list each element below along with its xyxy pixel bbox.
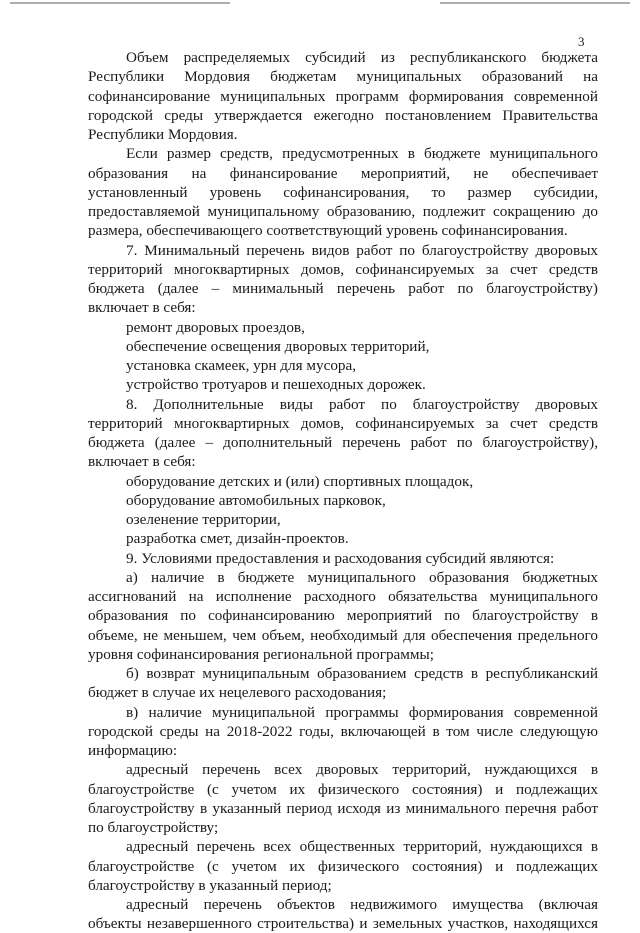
- text-line: в) наличие муниципальной программы формирования современной: [126, 703, 598, 721]
- page-number: 3: [578, 34, 585, 49]
- text-line: Республики Мордовия бюджетам муниципальных образований на: [88, 68, 598, 86]
- text-line: установленный уровень софинансирования, то размер субсидии,: [88, 183, 598, 201]
- text-line: благоустройству в указанный период;: [88, 876, 332, 894]
- text-line: благоустройстве (с учетом их физического состояния) и подлежащих: [88, 857, 598, 875]
- text-line: установка скамеек, урн для мусора,: [126, 357, 357, 374]
- text-line: а) наличие в бюджете муниципального образования бюджетных: [126, 568, 598, 586]
- text-line: благоустройству в указанный период исходя из минимального перечня работ: [88, 799, 598, 817]
- text-line: включает в себя:: [88, 299, 196, 317]
- text-line: ассигнований на исполнение расходного обязательства муниципального: [88, 588, 598, 605]
- text-line: объекты незавершенного строительства) и земельных участков, находящихся: [88, 915, 598, 933]
- text-line: городской среды на 2018-2022 годы, включающей в том числе следующую: [88, 722, 598, 740]
- scan-edge-right: [440, 2, 630, 4]
- text-line: включает в себя:: [88, 453, 196, 471]
- text-line: образования по софинансированию мероприятий по благоустройству в: [88, 607, 598, 625]
- text-line: бюджета (далее – минимальный перечень работ по благоустройству): [88, 280, 598, 297]
- text-line: адресный перечень объектов недвижимого имущества (включая: [126, 896, 598, 913]
- text-line: б) возврат муниципальным образованием средств в республиканский: [126, 665, 598, 682]
- text-line: объеме, не меньшем, чем объем, необходимый для обеспечения предельного: [88, 626, 598, 644]
- text-line: софинансирование муниципальных программ формирования современной: [88, 87, 598, 105]
- text-line: адресный перечень всех дворовых территорий, нуждающихся в: [126, 761, 598, 779]
- text-line: 7. Минимальный перечень видов работ по благоустройству дворовых: [126, 241, 598, 259]
- text-line: бюджета (далее – дополнительный перечень работ по благоустройству),: [88, 434, 598, 451]
- text-line: Объем распределяемых субсидий из республиканского бюджета: [126, 49, 598, 66]
- scan-edge-left: [10, 2, 230, 4]
- text-line: адресный перечень всех общественных территорий, нуждающихся в: [126, 838, 598, 856]
- text-line: устройство тротуаров и пешеходных дорожек.: [126, 376, 426, 394]
- text-line: городской среды утверждается ежегодно постановлением Правительства: [88, 106, 598, 124]
- text-line: образования на финансирование мероприятий, не обеспечивает: [88, 164, 598, 182]
- text-line: обеспечение освещения дворовых территорий,: [126, 337, 430, 355]
- text-line: озеленение территории,: [126, 511, 281, 528]
- text-line: по благоустройству;: [88, 819, 219, 836]
- text-line: благоустройстве (с учетом их физического состояния) и подлежащих: [88, 780, 598, 798]
- text-line: разработка смет, дизайн-проектов.: [126, 530, 349, 548]
- text-line: бюджет в случае их нецелевого расходования;: [88, 684, 387, 702]
- text-line: оборудование детских и (или) спортивных площадок,: [126, 472, 474, 490]
- text-line: уровня софинансирования региональной программы;: [88, 645, 434, 663]
- text-line: территорий многоквартирных домов, софинансируемых за счет средств: [88, 414, 598, 432]
- text-line: территорий многоквартирных домов, софинансируемых за счет средств: [88, 260, 598, 278]
- text-line: 9. Условиями предоставления и расходования субсидий являются:: [126, 549, 555, 567]
- text-line: Республики Мордовия.: [88, 126, 238, 143]
- text-line: оборудование автомобильных парковок,: [126, 491, 386, 509]
- text-line: размера, обеспечивающего соответствующий уровень софинансирования.: [88, 222, 568, 240]
- text-line: предоставляемой муниципальному образованию, подлежит сокращению до: [88, 203, 598, 220]
- text-line: информацию:: [88, 742, 178, 759]
- text-line: ремонт дворовых проездов,: [126, 318, 305, 336]
- text-line: Если размер средств, предусмотренных в бюджете муниципального: [126, 145, 598, 163]
- text-line: 8. Дополнительные виды работ по благоустройству дворовых: [126, 395, 598, 413]
